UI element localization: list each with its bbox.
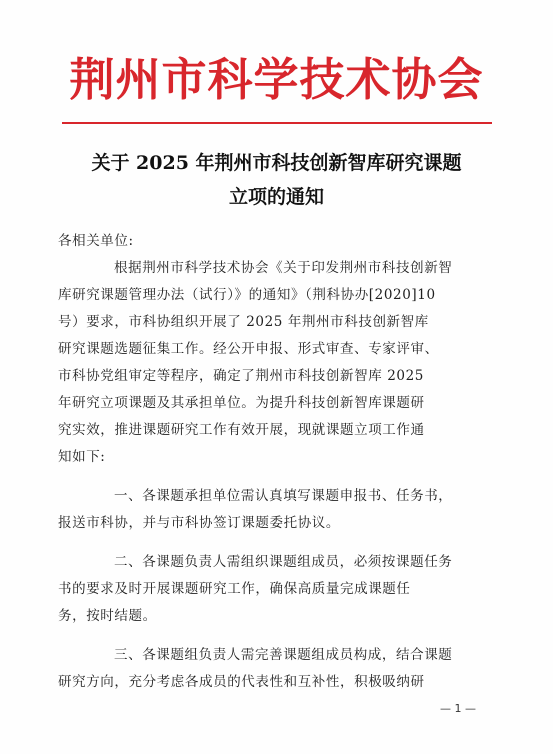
body-line: 书的要求及时开展课题研究工作，确保高质量完成课题任 — [58, 581, 411, 597]
body-line: 一、各课题承担单位需认真填写课题申报书、任务书， — [114, 488, 453, 504]
page-number: — 1 — — [440, 702, 476, 715]
red-divider — [62, 122, 492, 124]
body-line: 二、各课题负责人需组织课题组成员，必须按课题任务 — [114, 554, 453, 570]
document-body — [58, 228, 506, 696]
body-line: 市科协党组审定等程序，确定了荆州市科技创新智库 2025 — [58, 368, 424, 384]
body-line: 库研究课题管理办法（试行）》的通知》（荆科协办[2020]10 — [58, 287, 436, 303]
body-line: 号）要求，市科协组织开展了 2025 年荆州市科技创新智库 — [58, 314, 429, 330]
body-line: 究实效，推进课题研究工作有效开展，现就课题立项工作通 — [58, 422, 425, 438]
title-line-1: 关于 2025 年荆州市科技创新智库研究课题 — [91, 152, 462, 174]
title-line-2: 立项的通知 — [228, 186, 324, 208]
body-line: 研究方向，充分考虑各成员的代表性和互补性，积极吸纳研 — [58, 674, 425, 690]
body-line: 三、各课题组负责人需完善课题组成员构成，结合课题 — [114, 647, 453, 663]
body-line: 知如下: — [58, 449, 106, 465]
salutation: 各相关单位: — [58, 233, 134, 249]
body-line: 年研究立项课题及其承担单位。为提升科技创新智库课题研 — [58, 395, 425, 411]
body-line: 报送市科协，并与市科协签订课题委托协议。 — [58, 515, 340, 531]
body-line: 根据荆州市科学技术协会《关于印发荆州市科技创新智 — [114, 260, 453, 276]
document-title — [40, 146, 513, 214]
org-header: 荆州市科学技术协会 — [69, 53, 484, 106]
body-line: 务，按时结题。 — [58, 608, 157, 624]
body-line: 研究课题选题征集工作。经公开申报、形式审查、专家评审、 — [58, 341, 439, 357]
